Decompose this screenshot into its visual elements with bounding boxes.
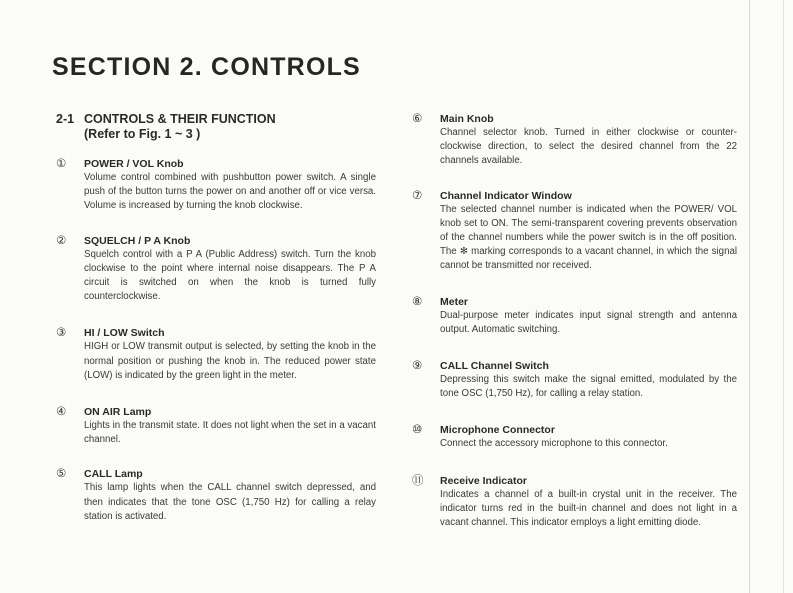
item-title: POWER / VOL Knob [84,158,184,170]
control-item-receive-indicator [412,474,737,531]
item-title: Microphone Connector [440,424,555,437]
item-number-marker: ③ [56,327,67,340]
item-number-marker: ⑤ [56,468,67,481]
subsection-number: 2-1 [56,112,75,126]
item-title: CALL Lamp [84,468,143,481]
item-description: HIGH or LOW transmit output is selected, by setting the knob in the normal position or pushing the knob in. The reduced power state (LOW) is indicated by the green light in the meter. [84,341,376,381]
item-description: Depressing this switch make the signal emitted, modulated by the tone OSC (1,750 Hz), for calling a relay station. [440,374,737,400]
item-title: Receive Indicator [440,474,527,487]
item-number-marker: ⑥ [412,113,423,125]
item-description: Dual-purpose meter indicates input signal strength and antenna output. Automatic switching. [440,309,737,335]
item-description: Channel selector knob. Turned in either clockwise or counter-clockwise direction, to select the desired channel from the 22 channels available. [440,127,737,167]
control-item-main-knob [412,112,737,169]
item-description: Squelch control with a P A (Public Address) switch. Turn the knob clockwise to the point where internal noise disappears. The P A circuit is switched on when the knob is turned fully counterclockwise. [84,248,376,303]
control-item-hi-low [56,326,376,383]
item-description: Connect the accessory microphone to this connector. [440,438,668,450]
item-title: SQUELCH / P A Knob [84,234,191,247]
item-title: CALL Channel Switch [440,360,549,373]
item-description: Lights in the transmit state. It does not light when the set in a vacant channel. [84,420,376,446]
item-number-marker: ② [56,234,67,247]
item-number-marker: ⑦ [412,189,423,202]
subsection-title: CONTROLS & THEIR FUNCTION [84,112,276,126]
item-description: Indicates a channel of a built-in crystal unit in the receiver. The indicator turns red in the built-in channel and does not light in a vacant channel. This indicator employs a light emitting diode. [440,488,737,529]
control-item-microphone-connector [412,423,737,451]
right-column [412,112,737,530]
page-edge-line-outer [783,0,784,593]
item-number-marker: ⑨ [412,360,423,373]
page-edge-line [749,0,750,593]
item-title: HI / LOW Switch [84,327,165,340]
item-description: Volume control combined with pushbutton power switch. A single push of the button turns the power on and another off or vice versa. Volume is increased by turning the knob clockwise. [84,172,376,212]
control-item-meter [412,295,737,337]
item-number-marker: ① [56,158,67,170]
left-column [56,112,376,524]
item-description: The selected channel number is indicated when the POWER/ VOL knob set to ON. The semi-transparent covering prevents observation of the channel numbers while the power switch is in the off position. The ✻ marking corresponds to a vacant channel, in which the signal cannot be transmitted nor received. [440,203,737,272]
item-number-marker: ④ [56,406,67,419]
control-item-channel-indicator-window [412,189,737,274]
control-item-call-lamp [56,467,376,524]
item-title: Meter [440,295,469,308]
control-item-power-vol [56,157,376,214]
control-item-on-air-lamp [56,405,376,447]
item-title: Channel Indicator Window [440,189,572,202]
item-number-marker: ⑧ [412,295,423,308]
subsection-reference: (Refer to Fig. 1 ~ 3 ) [84,127,201,141]
item-description: This lamp lights when the CALL channel switch depressed, and then indicates that the tone OSC (1,750 Hz) for calling a relay station is activated. [84,482,376,522]
subsection-heading [56,112,376,142]
item-number-marker: ⑪ [412,474,424,487]
control-item-call-channel-switch [412,359,737,401]
page-title: SECTION 2. CONTROLS [52,53,361,81]
item-title: Main Knob [440,113,494,125]
item-number-marker: ⑩ [412,424,423,437]
control-item-squelch-pa [56,234,376,305]
item-title: ON AIR Lamp [84,406,152,419]
